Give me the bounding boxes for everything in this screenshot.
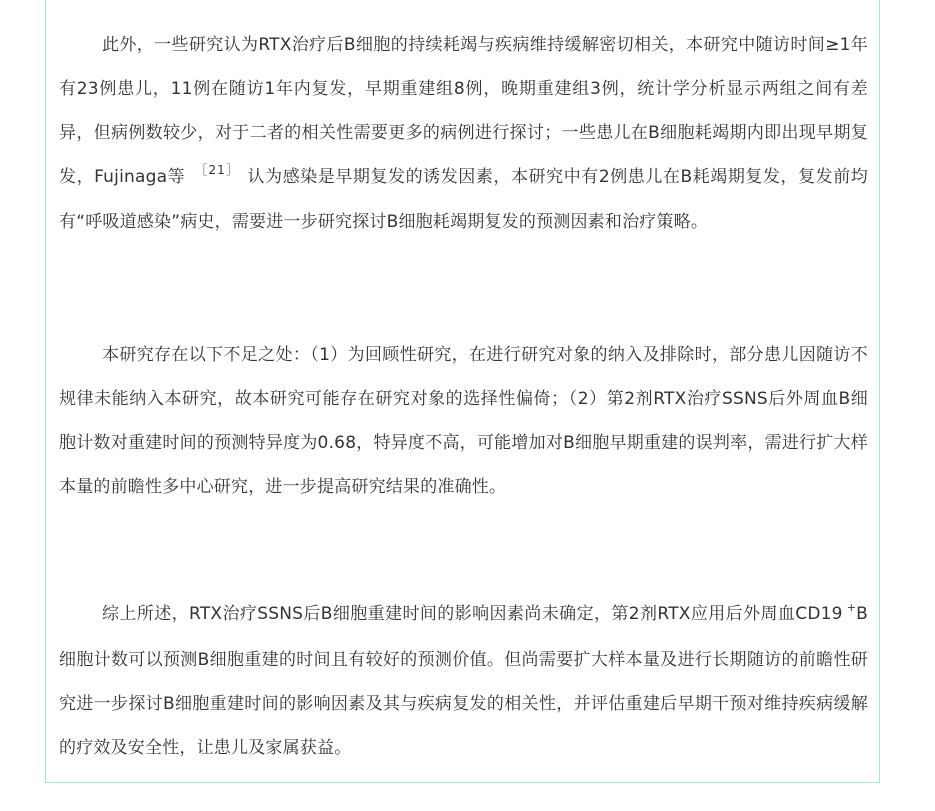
paragraph-text: 此外，一些研究认为RTX治疗后B细胞的持续耗竭与疾病维持缓解密切相关，本研究中随访时间≥1年有23例患儿，11例在随访1年内复发，早期重建组8例，晚期重建组3例，统计学分析显示两组之间有差异，但病例数较少，对于二者的相关性需要更多的病例进行探讨；一些患儿在B细胞耗竭期内即出现早期复发，Fujinaga等 [59, 35, 868, 187]
paragraph-text: 综上所述，RTX治疗SSNS后B细胞重建时间的影响因素尚未确定，第2剂RTX应用后外周血CD19 [102, 604, 843, 624]
superscript-plus: + [846, 601, 857, 614]
paragraph-limitations [59, 333, 868, 509]
paragraph-text: 本研究存在以下不足之处：（1）为回顾性研究，在进行研究对象的纳入及排除时，部分患儿因随访不规律未能纳入本研究，故本研究可能存在研究对象的选择性偏倚；（2）第2剂RTX治疗SSNS后外周血B细胞计数对重建时间的预测特异度为0.68，特异度不高，可能增加对B细胞早期重建的误判率，需进行扩大样本量的前瞻性多中心研究，进一步提高研究结果的准确性。 [59, 345, 868, 497]
paragraph-conclusion [59, 592, 868, 770]
paragraph-text: 认为感染是早期复发的诱发因素，本研究中有2例患儿在B耗竭期复发，复发前均有“呼吸道感染”病史，需要进一步研究探讨B细胞耗竭期复发的预测因素和治疗策略。 [59, 167, 868, 232]
paragraph-text: B细胞计数可以预测B细胞重建的时间且有较好的预测价值。但尚需要扩大样本量及进行长期随访的前瞻性研究进一步探讨B细胞重建时间的影响因素及其与疾病复发的相关性，并评估重建后早期干预对维持疾病缓解的疗效及安全性，让患儿及家属获益。 [59, 604, 868, 758]
article-panel [45, 0, 880, 783]
paragraph-rtx-b-cell-depletion [59, 23, 868, 244]
citation-reference-link[interactable]: ［21］ [195, 163, 240, 177]
